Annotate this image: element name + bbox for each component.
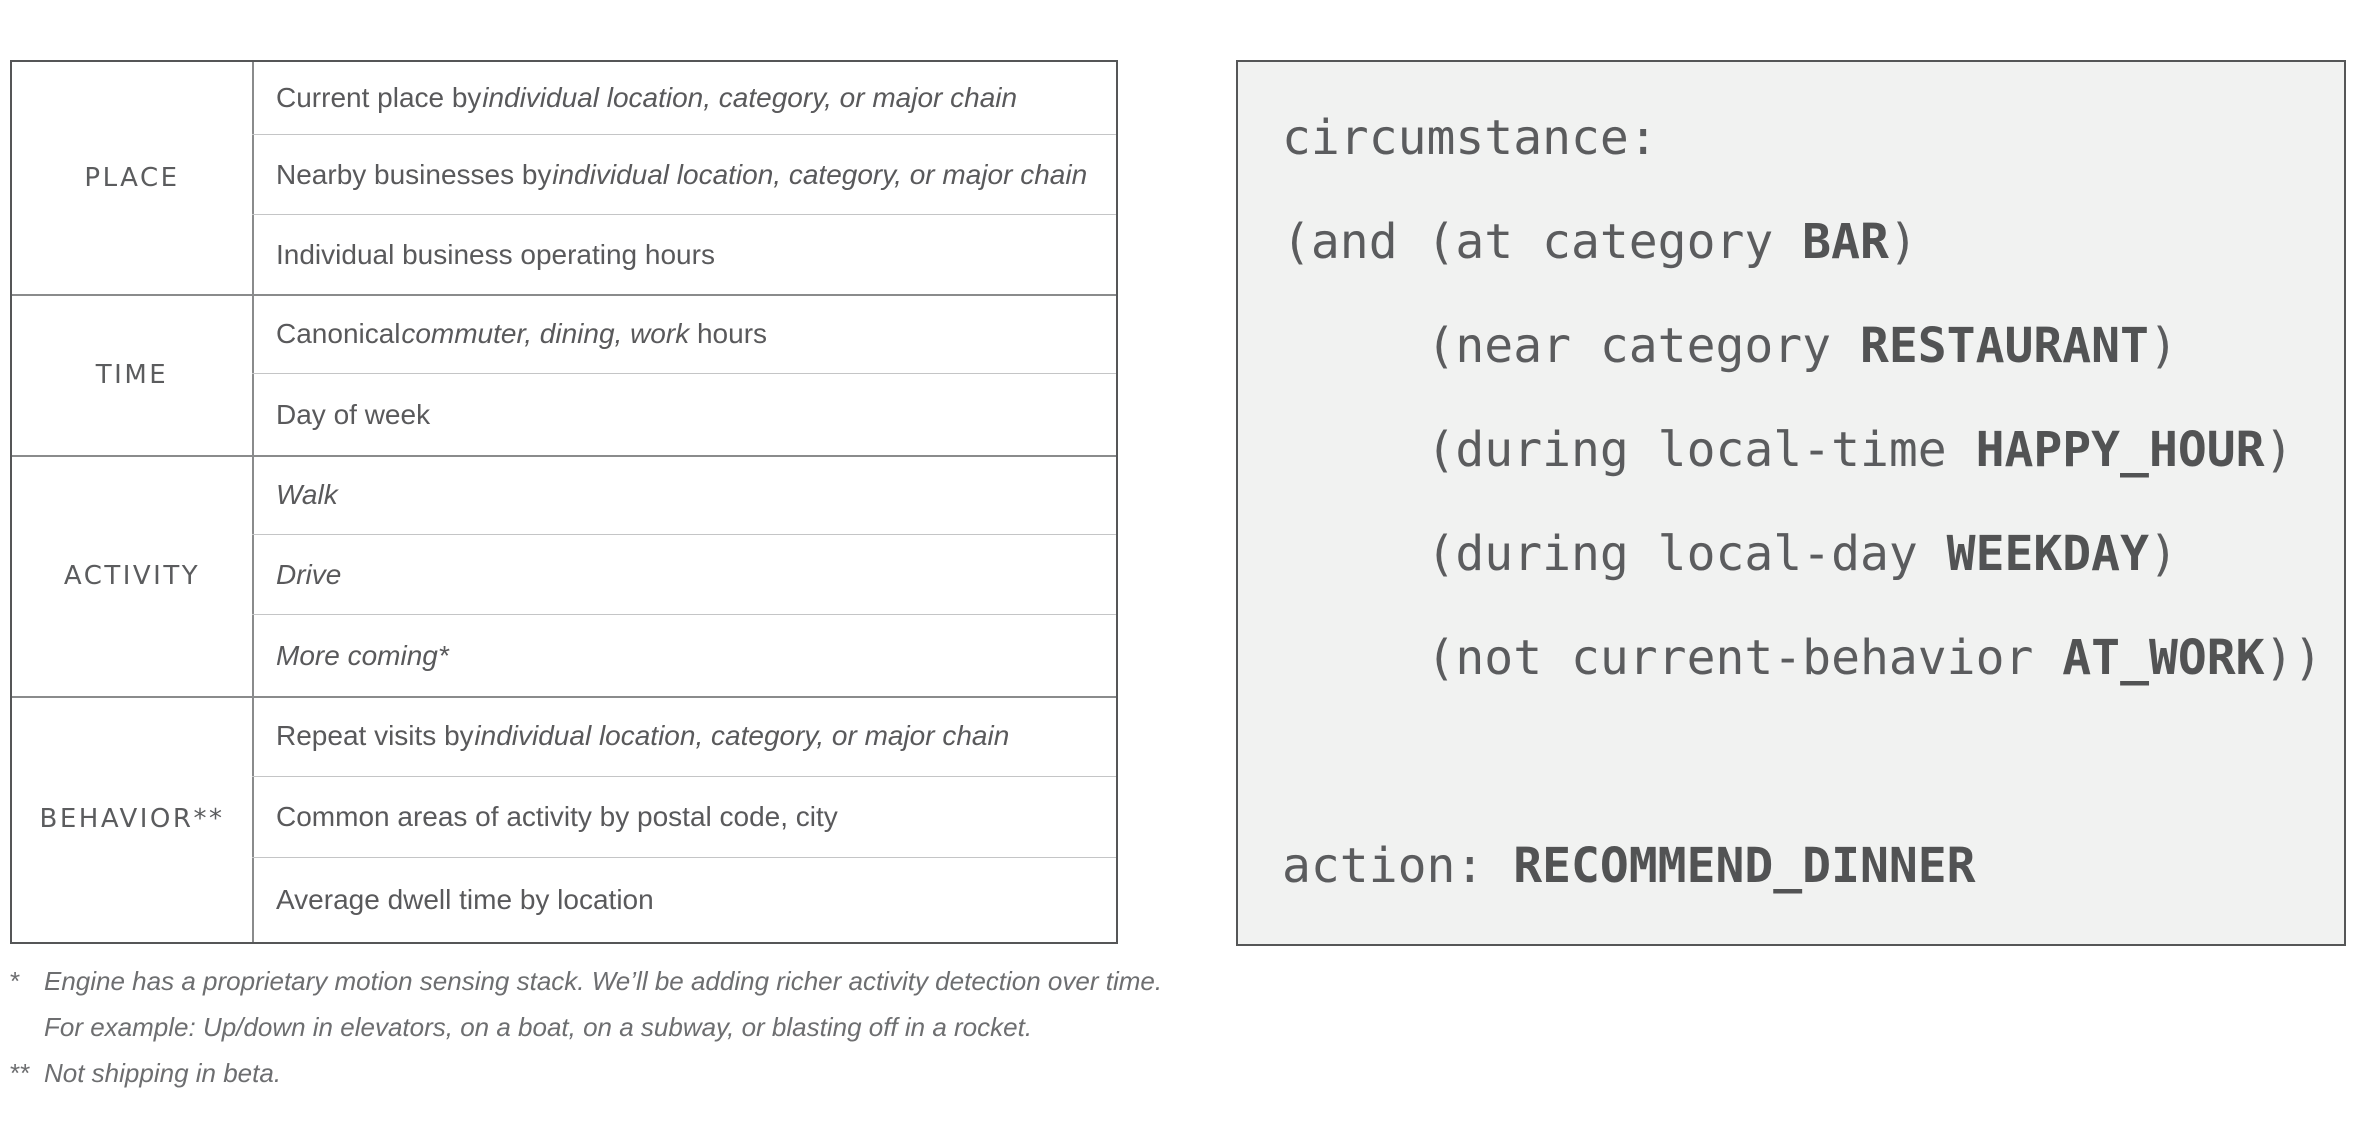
table-row [252, 777, 1116, 858]
group-behavior [12, 696, 1116, 942]
code-line [1282, 526, 2178, 582]
code-text: (during local-day [1282, 526, 1947, 582]
action-line [1282, 838, 1976, 894]
footnote-1 [10, 966, 1162, 997]
table-row [252, 62, 1116, 135]
code-text: (not current-behavior [1282, 630, 2063, 686]
row-text: Common areas of activity by postal code, city [276, 801, 838, 832]
footnote-2 [10, 1058, 281, 1089]
signals-table [10, 60, 1118, 944]
row-text: Current place by [276, 82, 482, 113]
action-label: action: [1282, 838, 1514, 894]
row-italic-text: individual location, category, or major chain [482, 82, 1018, 113]
table-row [252, 374, 1116, 455]
code-keyword: HAPPY_HOUR [1975, 422, 2265, 478]
row-text: Nearby businesses by [276, 158, 552, 190]
row-italic-text: Drive [276, 558, 342, 590]
row-text: Individual business operating hours [276, 238, 715, 270]
footnote-mark: ** [10, 1058, 31, 1088]
group-place [12, 62, 1116, 296]
table-row [252, 135, 1116, 215]
group-label: BEHAVIOR** [12, 696, 254, 942]
row-italic-text: commuter, dining, work [401, 317, 690, 349]
group-label: ACTIVITY [12, 455, 254, 696]
code-text: ) [2148, 526, 2178, 582]
group-time [12, 294, 1116, 457]
row-text: Day of week [276, 398, 431, 430]
row-suffix-text: hours [689, 317, 768, 349]
code-line [1282, 214, 1918, 270]
code-text: (near category [1282, 318, 1860, 374]
footnote-text: Engine has a proprietary motion sensing stack. We’ll be adding richer activity detection over time. [44, 966, 1163, 996]
row-italic-text: Walk [276, 478, 338, 510]
group-activity [12, 455, 1116, 698]
table-row [252, 294, 1116, 374]
code-text: (during local-time [1282, 422, 1976, 478]
row-text: Average dwell time by location [276, 884, 654, 915]
circumstance-label: circumstance: [1282, 110, 1658, 166]
code-line [1282, 630, 2322, 686]
table-row [252, 535, 1116, 615]
code-keyword: WEEKDAY [1946, 526, 2149, 582]
footnote-text: Not shipping in beta. [44, 1058, 282, 1088]
code-line [1282, 422, 2293, 478]
rule-code-panel [1236, 60, 2346, 946]
table-row [252, 215, 1116, 294]
group-label: PLACE [12, 62, 254, 294]
footnote-text: For example: Up/down in elevators, on a boat, on a subway, or blasting off in a rocket. [44, 1012, 1033, 1042]
row-text: Canonical [276, 317, 401, 349]
code-text: )) [2264, 630, 2323, 686]
table-row [252, 455, 1116, 535]
table-row [252, 615, 1116, 696]
code-text: ) [2264, 422, 2294, 478]
code-text: ) [1888, 214, 1918, 270]
code-text: (and (at category [1282, 214, 1803, 270]
row-italic-text: individual location, category, or major chain [552, 158, 1088, 190]
code-keyword: RESTAURANT [1859, 318, 2149, 374]
footnote-1-continued [10, 1012, 1032, 1043]
row-italic-text: individual location, category, or major chain [474, 720, 1010, 751]
row-italic-text: More coming* [276, 639, 449, 671]
row-text: Repeat visits by [276, 720, 474, 751]
footnote-mark: * [10, 966, 21, 996]
table-row [252, 858, 1116, 942]
code-text: ) [2148, 318, 2178, 374]
code-keyword: AT_WORK [2062, 630, 2265, 686]
table-row [252, 696, 1116, 777]
code-keyword: BAR [1802, 214, 1889, 270]
action-value: RECOMMEND_DINNER [1513, 838, 1976, 894]
group-label: TIME [12, 294, 254, 455]
code-line [1282, 318, 2178, 374]
